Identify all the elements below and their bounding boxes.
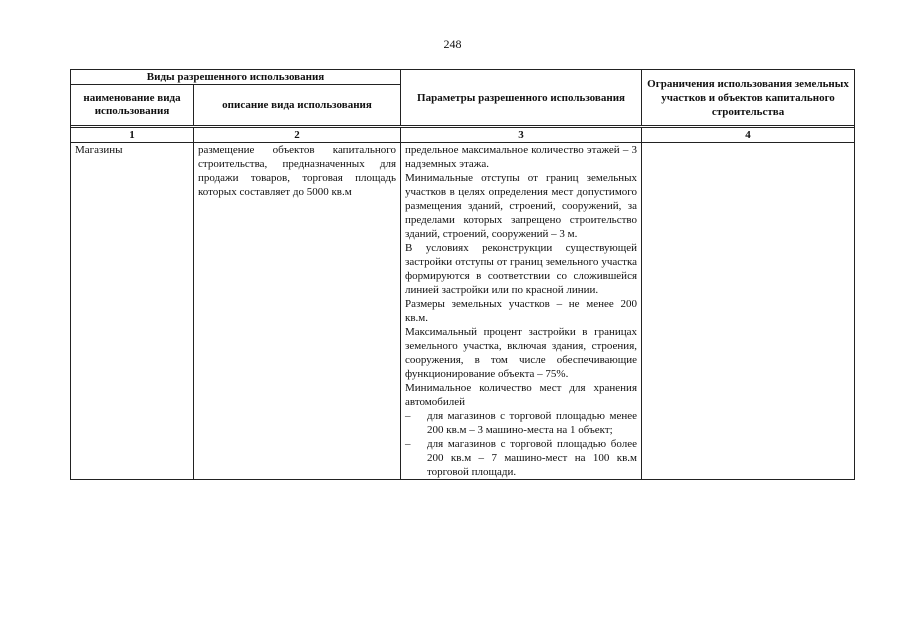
- column-number-row: [71, 128, 855, 143]
- table-row: [71, 143, 855, 480]
- header-use-description: описание вида использования: [194, 85, 401, 126]
- list-item: [405, 437, 637, 479]
- header-restrictions: Ограничения использования земельных участков и объектов капитального строительства: [642, 70, 855, 126]
- list-item-text: для магазинов с торговой площадью более 200 кв.м – 7 машино-мест на 100 кв.м торговой площади.: [427, 438, 638, 478]
- use-name-cell: Магазины: [71, 143, 194, 480]
- header-parameters: Параметры разрешенного использования: [401, 70, 642, 126]
- use-description-cell: размещение объектов капитального строительства, предназначенных для продажи товаров, торговая площадь которых составляет до 5000 кв.м: [194, 143, 401, 480]
- header-row-top: [71, 70, 855, 85]
- column-number: 2: [194, 128, 401, 143]
- column-number: 1: [71, 128, 194, 143]
- page-number: 248: [443, 37, 462, 51]
- header-group-title: Виды разрешенного использования: [71, 70, 401, 85]
- header-use-name: наименование вида использования: [71, 85, 194, 126]
- dash-marker: –: [405, 410, 411, 422]
- parameter-paragraph: Максимальный процент застройки в границах земельного участка, включая здания, строения, сооружения, в том числе обеспечивающие функционирование объекта – 75%.: [405, 326, 638, 380]
- list-item-text: для магазинов с торговой площадью менее 200 кв.м – 3 машино-места на 1 объект;: [427, 410, 638, 436]
- dash-marker: –: [405, 438, 411, 450]
- parameter-paragraph: Размеры земельных участков – не менее 200 кв.м.: [405, 298, 638, 324]
- parameters-cell: [401, 143, 642, 480]
- parameter-paragraph: предельное максимальное количество этажей – 3 надземных этажа.: [405, 144, 638, 170]
- parking-list: [405, 409, 637, 479]
- column-number: 3: [401, 128, 642, 143]
- land-use-table: [70, 69, 855, 480]
- column-number: 4: [642, 128, 855, 143]
- parameter-paragraph: В условиях реконструкции существующей застройки отступы от границ земельного участка формируются в соответствии со сложившейся линией застройки или по красной линии.: [405, 242, 638, 296]
- list-item: [405, 409, 637, 437]
- parameter-paragraph: Минимальное количество мест для хранения автомобилей: [405, 382, 638, 408]
- parameter-paragraph: Минимальные отступы от границ земельных участков в целях определения мест допустимого размещения зданий, строений, сооружений, за пределами которых запрещено строительство зданий, строений, сооружений – 3 м.: [405, 172, 638, 240]
- restrictions-cell: [642, 143, 855, 480]
